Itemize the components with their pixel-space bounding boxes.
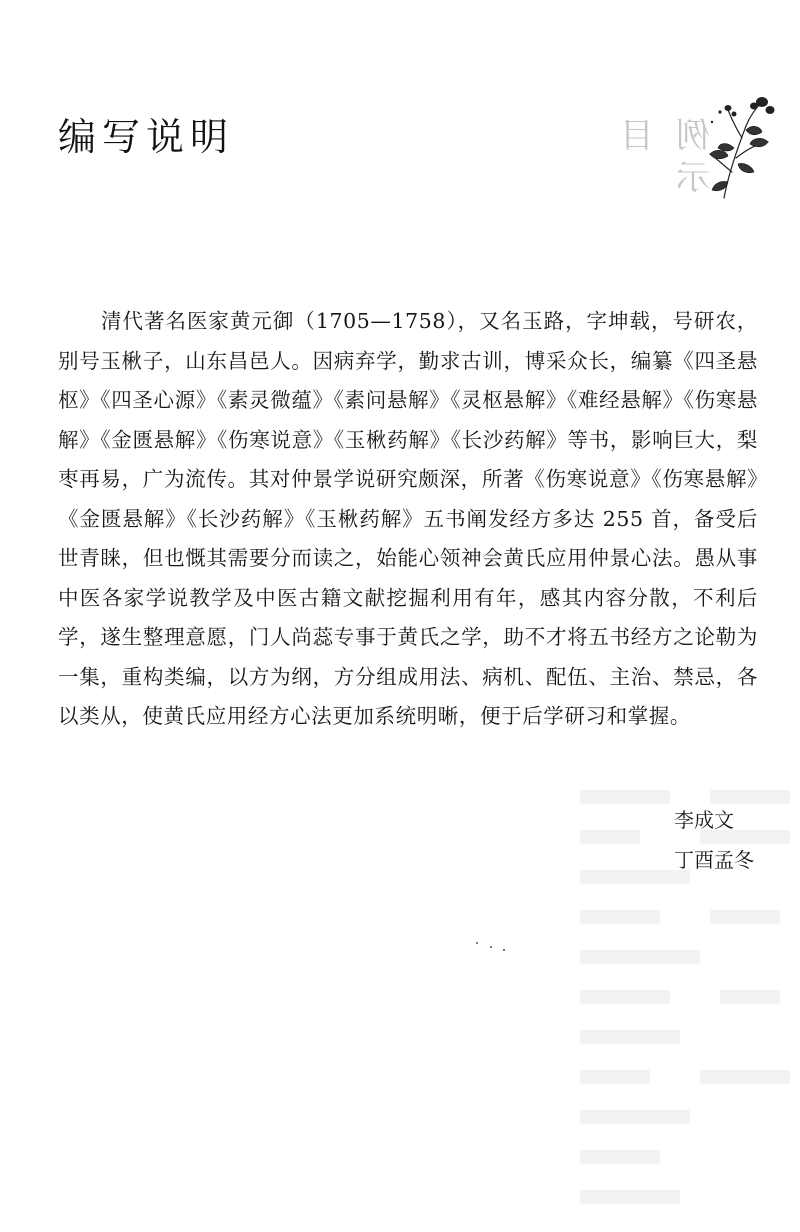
author-signature: 李成文 [674,808,734,832]
bleed-through-char: 示 [676,158,710,198]
preface-paragraph: 清代著名医家黄元御（1705—1758），又名玉路，字坤载，号研农，别号玉楸子，山东昌邑人。因病弃学，勤求古训，博采众长，编纂《四圣悬枢》《四圣心源》《素灵微蕴》《素问悬解》《灵枢悬解》《难经悬解》《伤寒悬解》《金匮悬解》《伤寒说意》《玉楸药解》《长沙药解》等书，影响巨大，梨枣再易，广为流传。其对仲景学说研究颇深，所著《伤寒说意》《伤寒悬解》《金匮悬解》《长沙药解》《玉楸药解》五书阐发经方多达 255 首，备受后世青睐，但也慨其需要分而读之，始能心领神会黄氏应用仲景心法。愚从事中医各家学说教学及中医古籍文献挖掘利用有年，感其内容分散，不利后学，遂生整理意愿，门人尚蕊专事于黄氏之学，助不才将五书经方之论勒为一集，重构类编，以方为纲，方分组成用法、病机、配伍、主治、禁忌，各以类从，使黄氏应用经方心法更加系统明晰，便于后学研习和掌握。 [58,309,758,728]
bleed-through-char: 例 [676,116,710,156]
page-title: 编写说明 [58,115,235,159]
bleed-through-char: 目 [620,116,654,156]
date-signature: 丁酉孟冬 [674,848,754,872]
plant-illustration-icon [706,92,776,202]
